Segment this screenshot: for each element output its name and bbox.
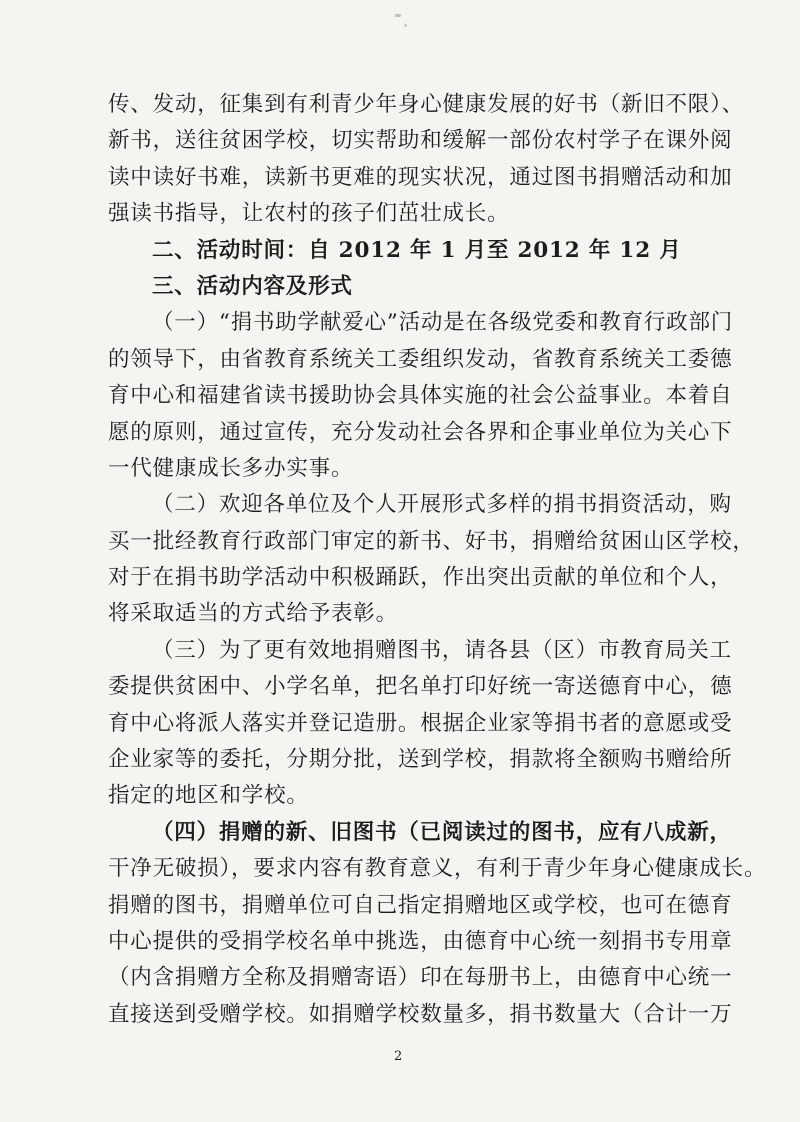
text-line: 委提供贫困中、小学名单，把名单打印好统一寄送德育中心，德 [108, 674, 733, 700]
scan-speck [404, 24, 407, 27]
text-line: 对于在捐书助学活动中积极踊跃，作出突出贡献的单位和个人， [108, 565, 733, 591]
text-line: 捐赠的图书，捐赠单位可自己指定捐赠地区或学校，也可在德育 [108, 892, 733, 918]
text-line: 育中心将派人落实并登记造册。根据企业家等捐书者的意愿或受 [108, 710, 733, 736]
scan-speck [395, 14, 401, 17]
text-line: 企业家等的委托，分期分批，送到学校，捐款将全额购书赠给所 [108, 747, 733, 773]
text-line: 直接送到受赠学校。如捐赠学校数量多，捐书数量大（合计一万 [108, 1001, 733, 1027]
section-heading-content: 三、活动内容及形式 [152, 273, 353, 299]
text-line: 新书，送往贫困学校，切实帮助和缓解一部份农村学子在课外阅 [108, 128, 733, 154]
section-heading-time: 二、活动时间：自 2012 年 1 月至 2012 年 12 月 [152, 237, 682, 263]
text-line: 愿的原则，通过宣传，充分发动社会各界和企事业单位为关心下 [108, 419, 733, 445]
text-line: （内含捐赠方全称及捐赠寄语）印在每册书上，由德育中心统一 [108, 965, 733, 991]
text-line: 传、发动，征集到有利青少年身心健康发展的好书（新旧不限）、 [108, 92, 744, 117]
paragraph-4-start: （四）捐赠的新、旧图书（已阅读过的图书，应有八成新， [152, 819, 732, 845]
document-body [108, 87, 767, 1033]
text-line: 读中读好书难，读新书更难的现实状况，通过图书捐赠活动和加 [108, 164, 733, 190]
text-line: 的领导下，由省教育系统关工委组织发动，省教育系统关工委德 [108, 346, 733, 372]
paragraph-2-start: （二）欢迎各单位及个人开展形式多样的捐书捐资活动，购 [152, 492, 732, 518]
paragraph-3-start: （三）为了更有效地捐赠图书，请各县（区）市教育局关工 [152, 637, 732, 663]
text-line: 将采取适当的方式给予表彰。 [108, 601, 398, 627]
text-line: 强读书指导，让农村的孩子们茁壮成长。 [108, 201, 510, 227]
text-line: 买一批经教育行政部门审定的新书、好书，捐赠给贫困山区学校， [108, 528, 755, 554]
page-number: 2 [394, 1049, 403, 1064]
text-line: 指定的地区和学校。 [108, 783, 309, 809]
paragraph-1-start: （一）“捐书助学献爱心”活动是在各级党委和教育行政部门 [152, 310, 734, 336]
text-line: 中心提供的受捐学校名单中挑选，由德育中心统一刻捐书专用章 [108, 928, 733, 954]
text-line: 一代健康成长多办实事。 [108, 455, 354, 481]
text-line: 干净无破损），要求内容有教育意义，有利于青少年身心健康成长。 [108, 856, 767, 882]
text-line: 育中心和福建省读书援助协会具体实施的社会公益事业。本着自 [108, 383, 733, 409]
